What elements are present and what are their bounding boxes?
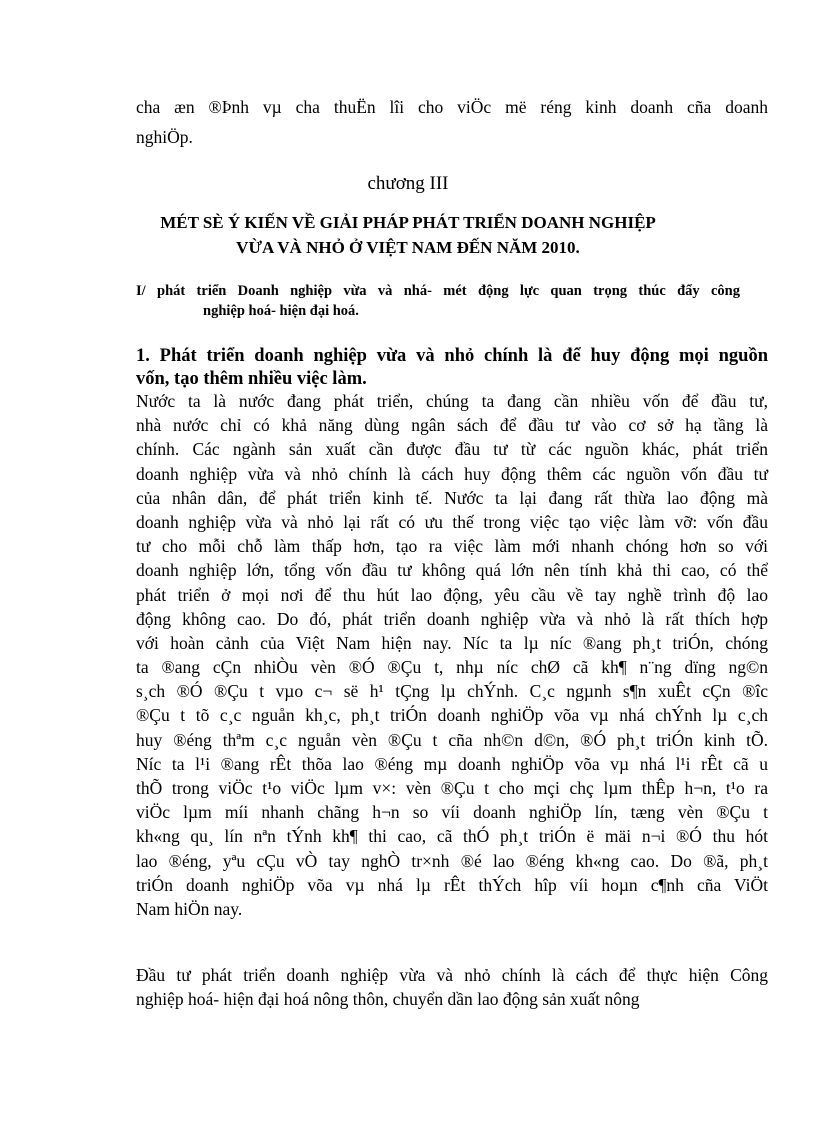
paragraph-line: Đầu tư phát triển doanh nghiệp vừa và nhỏ chính là cách để thực hiện Công — [136, 965, 768, 985]
paragraph-line: doanh nghiệp lớn, tổng vốn đầu tư không quá lớn nên tính khả thi cao, có thể — [136, 560, 768, 581]
paragraph-body-1 — [136, 389, 768, 921]
paragraph-line: nghiệp hoá- hiện đại hoá nông thôn, chuyển dần lao động sản xuất nông — [136, 989, 640, 1010]
subsection-heading-line-2: vốn, tạo thêm nhiều việc làm. — [136, 369, 367, 389]
paragraph-line: doanh nghiệp vừa và nhỏ chính là cách huy động thêm các nguồn vốn đầu tư — [136, 463, 768, 484]
section-heading-line-2: nghiệp hoá- hiện đại hoá. — [203, 303, 359, 319]
paragraph-line: Nam hiÖn nay. — [136, 898, 243, 919]
paragraph-line: Níc ta l¹i ®ang rÊt thõa lao ®éng mµ doanh nghiÖp võa vµ nhá l¹i rÊt cã u — [136, 753, 768, 774]
chapter-title-line-1: MÉT SÈ Ý KIẾN VỀ GIẢI PHÁP PHÁT TRIỂN DOANH NGHIỆP — [160, 213, 656, 232]
chapter-title-line-2: VỪA VÀ NHỎ Ở VIỆT NAM ĐẾN NĂM 2010. — [236, 238, 580, 257]
paragraph-line: viÖc lµm míi nhanh chãng h¬n so víi doanh nghiÖp lín, tæng vèn ®Çu t — [136, 802, 768, 823]
paragraph-line: lao ®éng, yªu cÇu vÒ tay nghÒ tr×nh ®é lao ®éng kh«ng cao. Do ®ã, ph¸t — [136, 850, 768, 871]
section-heading-line-1: I/ phát triển Doanh nghiệp vừa và nhá- mét động lực quan trọng thúc đẩy công — [136, 283, 740, 299]
paragraph-line: chính. Các ngành sản xuất cần được đầu tư từ các nguồn khác, phát triển — [136, 439, 768, 460]
subsection-heading-line-1: 1. Phát triển doanh nghiệp vừa và nhỏ chính là để huy động mọi nguồn — [136, 346, 768, 366]
intro-line-1: cha æn ®Þnh vµ cha thuËn lîi cho viÖc më réng kinh doanh cña doanh — [136, 97, 768, 117]
paragraph-line: với hoàn cảnh của Việt Nam hiện nay. Níc ta lµ níc ®ang ph¸t triÓn, chóng — [136, 632, 768, 653]
paragraph-line: kh«ng qu¸ lín nªn tÝnh kh¶ thi cao, cã thÓ ph¸t triÓn ë mäi n¬i ®Ó thu hót — [136, 826, 768, 847]
intro-line-2: nghiÖp. — [136, 127, 193, 147]
paragraph-line: động không cao. Do đó, phát triển doanh nghiệp vừa và nhỏ là rất thích hợp — [136, 608, 768, 629]
paragraph-line: ®Çu t tõ c¸c nguån kh¸c, ph¸t triÓn doanh nghiÖp võa vµ nhá chÝnh lµ c¸ch — [136, 705, 768, 726]
paragraph-line: của nhân dân, để phát triển kinh tế. Nước ta lại đang rất thừa lao động mà — [136, 487, 768, 508]
paragraph-line: Nước ta là nước đang phát triển, chúng ta đang cần nhiều vốn để đầu tư, — [136, 391, 768, 411]
paragraph-line: ta ®ang cÇn nhiÒu vèn ®Ó ®Çu t, nhµ níc chØ cã kh¶ n¨ng dïng ng©n — [136, 657, 768, 678]
paragraph-line: nhà nước chỉ có khả năng dùng ngân sách để đầu tư vào cơ sở hạ tầng là — [136, 415, 768, 436]
paragraph-line: triÓn doanh nghiÖp võa vµ nhá lµ rÊt thÝch hîp víi hoµn c¶nh cña ViÖt — [136, 874, 768, 895]
paragraph-line: thÕ trong viÖc t¹o viÖc lµm v×: vèn ®Çu t cho mçi chç lµm thÊp h¬n, t¹o ra — [136, 778, 768, 798]
paragraph-line: s¸ch ®Ó ®Çu t vµo c¬ së h¹ tÇng lµ chÝnh. C¸c ngµnh s¶n xuÊt cÇn ®îc — [136, 681, 768, 702]
paragraph-line: doanh nghiệp vừa và nhỏ lại rất có ưu thế trong việc tạo việc làm vỡ: vốn đầu — [136, 511, 768, 532]
paragraph-line: huy ®éng thªm c¸c nguån vèn ®Çu t cña nh©n d©n, ®Ó ph¸t triÓn kinh tÕ. — [136, 729, 768, 750]
paragraph-line: tư cho mỗi chỗ làm thấp hơn, tạo ra việc làm mới nhanh chóng hơn so với — [136, 536, 768, 557]
paragraph-body-2 — [136, 963, 768, 1011]
paragraph-line: phát triển ở mọi nơi để thu hút lao động, yêu cầu về tay nghề trình độ lao — [136, 584, 768, 605]
chapter-label: chương III — [367, 173, 449, 194]
